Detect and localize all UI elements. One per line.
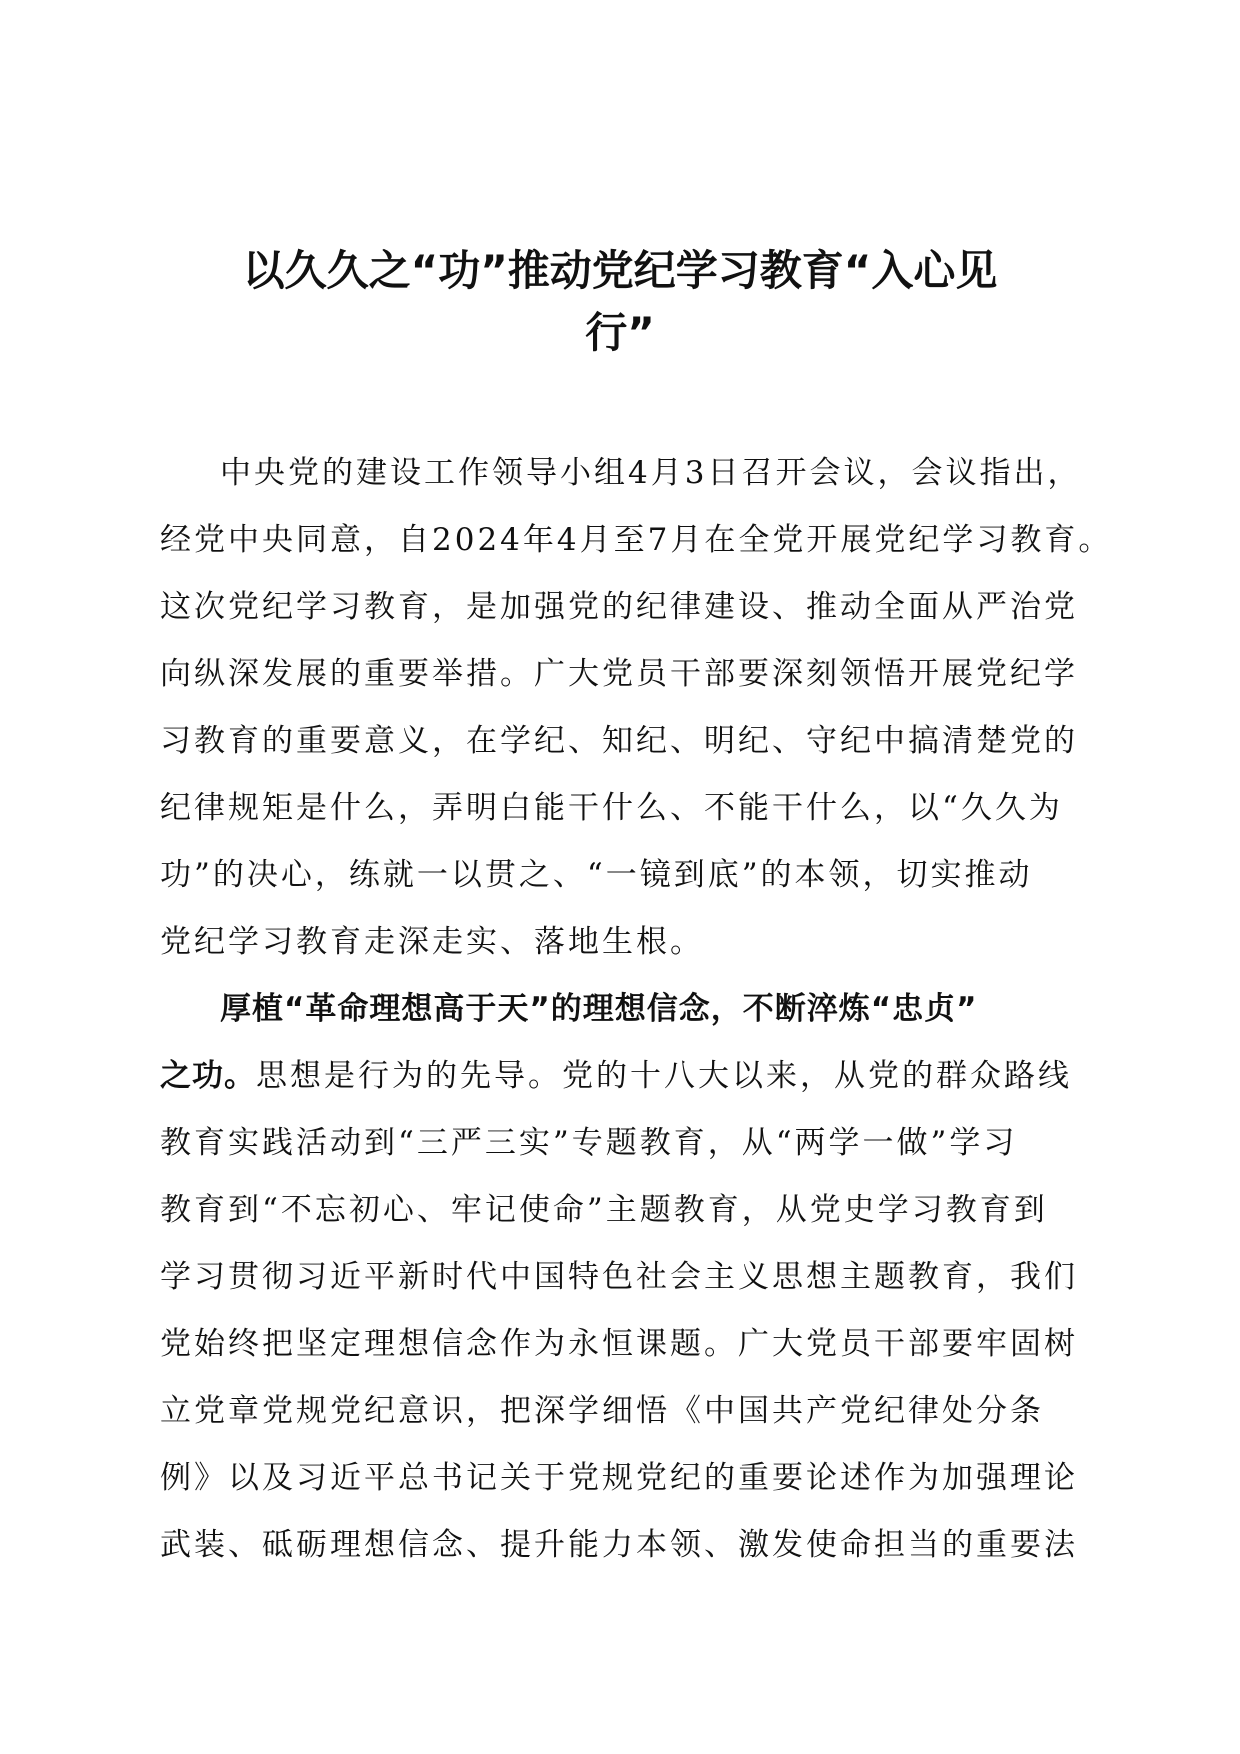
paragraph-1-line: 这次党纪学习教育，是加强党的纪律建设、推动全面从严治党	[160, 589, 1078, 625]
paragraph-2-line-text: 思想是行为的先导。党的十八大以来，从党的群众路线	[256, 1058, 1072, 1094]
paragraph-2-line: 教育到“不忘初心、牢记使命”主题教育，从党史学习教育到	[160, 1192, 1048, 1228]
document-body	[160, 440, 1113, 1579]
paragraph-1-line: 习教育的重要意义，在学纪、知纪、明纪、守纪中搞清楚党的	[160, 723, 1078, 759]
document-title	[150, 240, 1090, 364]
paragraph-2-line: 教育实践活动到“三严三实”专题教育，从“两学一做”学习	[160, 1125, 1018, 1161]
paragraph-1-line: 经党中央同意，自2024年4月至7月在全党开展党纪学习教育。	[160, 522, 1113, 558]
paragraph-1-line: 党纪学习教育走深走实、落地生根。	[160, 924, 704, 960]
paragraph-2-line: 学习贯彻习近平新时代中国特色社会主义思想主题教育，我们	[160, 1259, 1078, 1295]
title-line-2: 行”	[585, 308, 655, 357]
paragraph-2-line: 例》以及习近平总书记关于党规党纪的重要论述作为加强理论	[160, 1460, 1078, 1496]
paragraph-1-line: 纪律规矩是什么，弄明白能干什么、不能干什么，以“久久为	[160, 790, 1063, 826]
paragraph-2-line: 立党章党规党纪意识，把深学细悟《中国共产党纪律处分条	[160, 1393, 1044, 1429]
title-line-1: 以久久之“功”推动党纪学习教育“入心见	[242, 246, 998, 295]
paragraph-2-line: 党始终把坚定理想信念作为永恒课题。广大党员干部要牢固树	[160, 1326, 1078, 1362]
paragraph-2-heading-end: 之功。	[160, 1058, 256, 1094]
paragraph-2-line	[160, 1043, 1100, 1110]
paragraph-1-line: 向纵深发展的重要举措。广大党员干部要深刻领悟开展党纪学	[160, 656, 1078, 692]
paragraph-2-line: 武装、砥砺理想信念、提升能力本领、激发使命担当的重要法	[160, 1527, 1078, 1563]
paragraph-1-line: 功”的决心，练就一以贯之、“一镜到底”的本领，切实推动	[160, 857, 1033, 893]
paragraph-1-line: 中央党的建设工作领导小组4月3日召开会议，会议指出，	[220, 455, 1082, 491]
paragraph-2-heading: 厚植“革命理想高于天”的理想信念，不断淬炼“忠贞”	[220, 991, 978, 1027]
